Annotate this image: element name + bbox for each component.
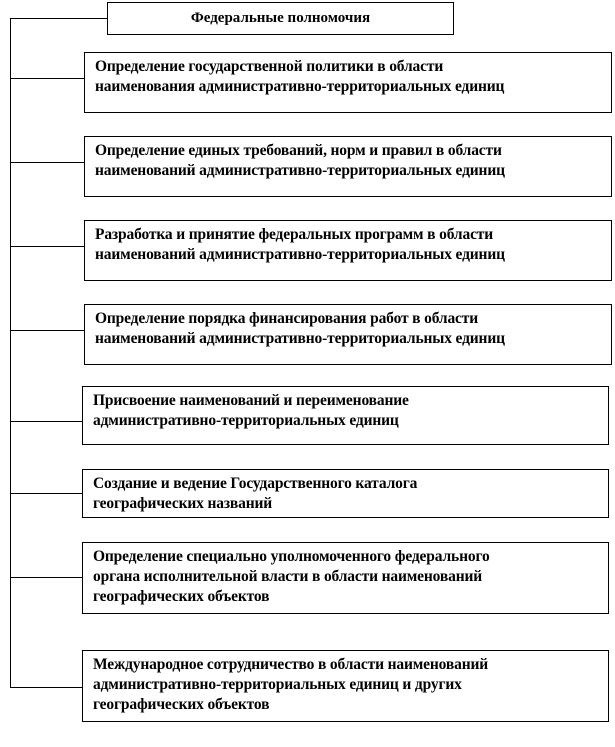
- power-item-5-line-2: административно-территориальных единиц: [93, 412, 399, 429]
- power-item-3-line-1: Разработка и принятие федеральных программ в области: [95, 226, 494, 243]
- power-item-3-line-2: наименований административно-территориальных единиц: [95, 246, 505, 263]
- power-item-5: [82, 386, 609, 445]
- power-item-4-line-2: наименований административно-территориальных единиц: [95, 330, 505, 347]
- power-item-5-line-1: Присвоение наименований и переименование: [93, 392, 409, 409]
- connector-item-8: [10, 687, 82, 688]
- power-item-2-line-1: Определение единых требований, норм и правил в области: [95, 142, 502, 159]
- connector-item-5: [10, 421, 82, 422]
- connector-item-7: [10, 577, 82, 578]
- connector-item-6: [10, 493, 82, 494]
- power-item-8-line-2: административно-территориальных единиц и других: [93, 676, 462, 693]
- power-item-7: [82, 542, 609, 614]
- power-item-3: [84, 220, 612, 281]
- power-item-7-line-2: органа исполнительной власти в области наименований: [93, 568, 483, 585]
- power-item-7-line-1: Определение специально уполномоченного федерального: [93, 548, 490, 565]
- power-item-2: [84, 136, 612, 197]
- power-item-1-line-2: наименования административно-территориальных единиц: [95, 78, 505, 95]
- power-item-4: [84, 304, 612, 365]
- power-item-6-line-1: Создание и ведение Государственного каталога: [93, 475, 418, 492]
- connector-item-1: [10, 78, 84, 79]
- connector-item-3: [10, 246, 84, 247]
- power-item-1: [84, 52, 612, 113]
- connector-header: [10, 18, 107, 19]
- power-item-8-line-3: географических объектов: [93, 696, 270, 713]
- power-item-2-line-2: наименований административно-территориальных единиц: [95, 162, 505, 179]
- power-item-1-line-1: Определение государственной политики в области: [95, 58, 444, 75]
- diagram-title: Федеральные полномочия: [107, 2, 454, 35]
- power-item-4-line-1: Определение порядка финансирования работ в области: [95, 310, 479, 327]
- power-item-6-line-2: географических названий: [93, 495, 273, 512]
- power-item-6: [82, 469, 609, 518]
- power-item-8: [82, 650, 609, 722]
- connector-item-4: [10, 330, 84, 331]
- power-item-7-line-3: географических объектов: [93, 588, 270, 605]
- power-item-8-line-1: Международное сотрудничество в области наименований: [93, 656, 489, 673]
- connector-spine: [10, 18, 11, 687]
- connector-item-2: [10, 162, 84, 163]
